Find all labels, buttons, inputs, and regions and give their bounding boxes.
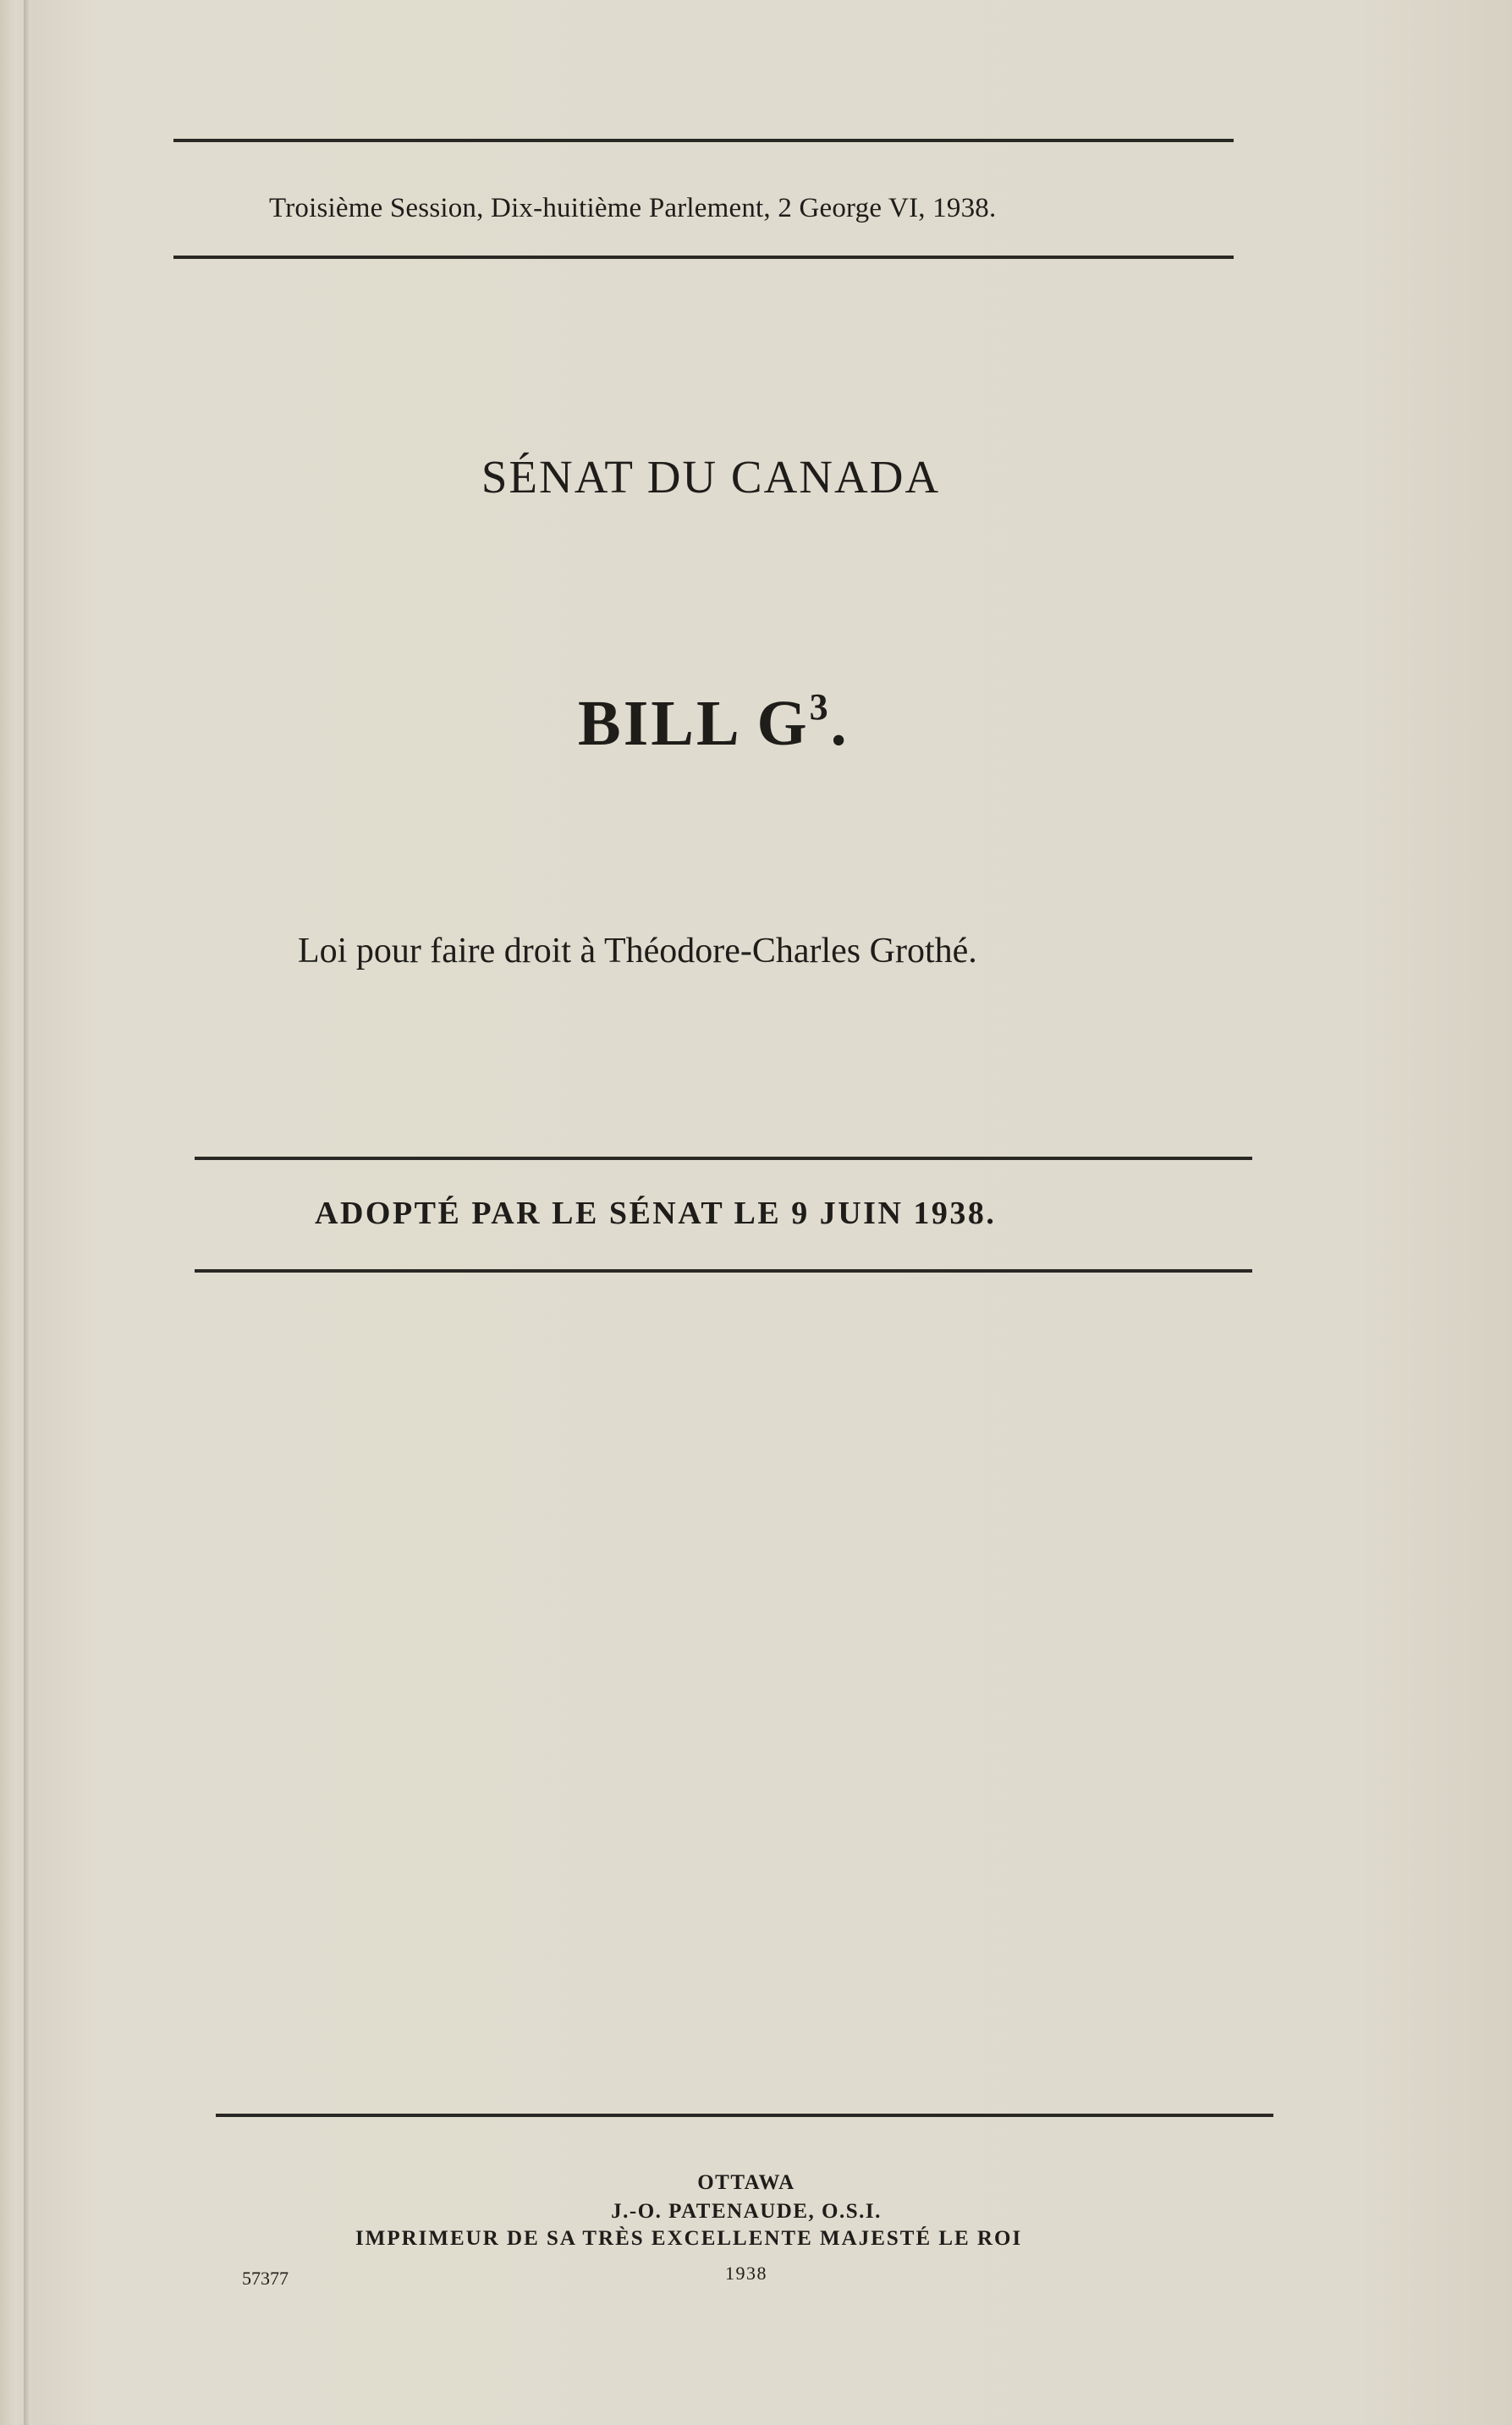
footer-printer-name: J.-O. PATENAUDE, O.S.I. [611,2200,882,2223]
footer-rule [216,2114,1273,2117]
bill-description: Loi pour faire droit à Théodore-Charles Grothé. [298,932,977,971]
binding-edge [24,0,29,2425]
bill-superscript: 3 [809,686,831,728]
session-rule [173,256,1234,259]
document-number: 57377 [242,2268,289,2289]
session-line: Troisième Session, Dix-huitième Parlement, 2 George VI, 1938. [269,193,997,223]
footer-city: OTTAWA [697,2171,795,2194]
senate-heading: SÉNAT DU CANADA [481,451,941,503]
footer-year: 1938 [725,2263,767,2284]
adopted-line: ADOPTÉ PAR LE SÉNAT LE 9 JUIN 1938. [315,1196,997,1231]
bill-title-period: . [830,688,849,759]
adopted-top-rule [195,1157,1252,1160]
adopted-bottom-rule [195,1269,1252,1273]
bill-title [578,685,849,761]
bill-title-text: BILL G [578,688,810,759]
top-rule [173,139,1234,142]
footer-printer-title: IMPRIMEUR DE SA TRÈS EXCELLENTE MAJESTÉ LE ROI [355,2227,1023,2250]
